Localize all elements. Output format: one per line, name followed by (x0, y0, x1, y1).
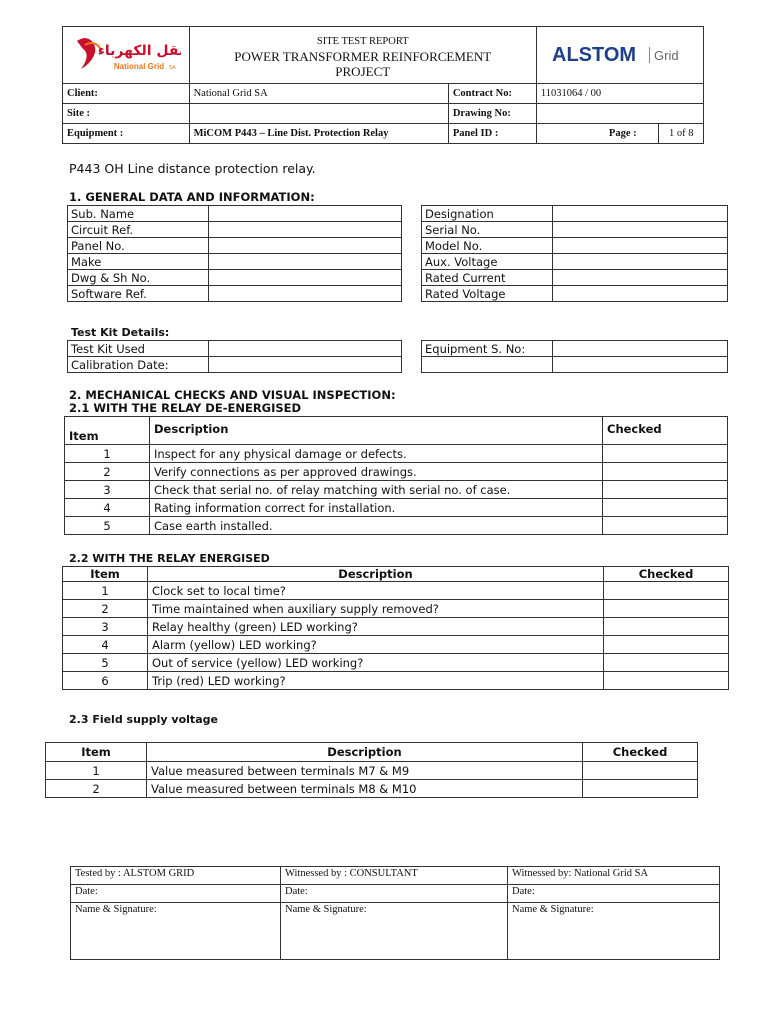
signoff-table (70, 866, 720, 960)
row-item: 5 (63, 654, 148, 672)
table-row (63, 636, 729, 654)
mech-heading: 2. MECHANICAL CHECKS AND VISUAL INSPECTION: (69, 388, 396, 402)
alstom-suffix-text: Grid (653, 47, 679, 63)
testkit-heading: Test Kit Details: (71, 326, 170, 339)
table-row (63, 618, 729, 636)
form-row (422, 357, 728, 373)
row-checked[interactable] (603, 517, 728, 535)
row-item: 5 (65, 517, 150, 535)
mech-subheading: 2.1 WITH THE RELAY DE-ENERGISED (69, 401, 302, 415)
page-value: 1 of 8 (659, 124, 704, 144)
field-value[interactable] (553, 222, 728, 238)
row-checked[interactable] (583, 762, 698, 780)
field-table (45, 742, 698, 798)
form-row (422, 341, 728, 357)
client-label: Client: (63, 84, 190, 104)
form-row (68, 222, 402, 238)
row-item: 1 (65, 445, 150, 463)
table-row (46, 762, 698, 780)
name-signature-field: Name & Signature: (71, 903, 281, 960)
field-label: Designation (422, 206, 553, 222)
field-value[interactable] (209, 206, 402, 222)
table-row (65, 517, 728, 535)
table-row (63, 600, 729, 618)
row-checked[interactable] (603, 463, 728, 481)
col-description: Description (150, 417, 603, 445)
row-checked[interactable] (604, 618, 729, 636)
row-checked[interactable] (583, 780, 698, 798)
row-description: Out of service (yellow) LED working? (148, 654, 604, 672)
field-label: Rated Current (422, 270, 553, 286)
alstom-logo-icon (550, 39, 690, 69)
field-label: Aux. Voltage (422, 254, 553, 270)
field-value[interactable] (553, 238, 728, 254)
tested-by: Tested by : ALSTOM GRID (71, 867, 281, 885)
table-row (65, 499, 728, 517)
field-value[interactable] (209, 254, 402, 270)
field-value[interactable] (209, 270, 402, 286)
field-value[interactable] (553, 254, 728, 270)
logo-suffix-text: SA (168, 64, 176, 71)
col-checked: Checked (604, 567, 729, 582)
field-value[interactable] (553, 341, 728, 357)
form-row (68, 206, 402, 222)
row-description: Trip (red) LED working? (148, 672, 604, 690)
field-value[interactable] (209, 341, 402, 357)
date-field: Date: (508, 885, 720, 903)
date-field: Date: (281, 885, 508, 903)
equipment-label: Equipment : (63, 124, 190, 144)
row-checked[interactable] (604, 672, 729, 690)
table-row (63, 582, 729, 600)
title-line-1: SITE TEST REPORT (316, 36, 409, 47)
field-label (422, 357, 553, 373)
row-checked[interactable] (603, 499, 728, 517)
field-value[interactable] (209, 357, 402, 373)
energised-heading: 2.2 WITH THE RELAY ENERGISED (69, 552, 270, 565)
row-item: 3 (65, 481, 150, 499)
national-grid-logo (63, 27, 190, 84)
form-row (422, 206, 728, 222)
row-description: Time maintained when auxiliary supply removed? (148, 600, 604, 618)
witnessed-by-consultant: Witnessed by : CONSULTANT (281, 867, 508, 885)
row-description: Inspect for any physical damage or defects. (150, 445, 603, 463)
equipment-value: MiCOM P443 – Line Dist. Protection Relay (189, 124, 448, 144)
site-value (189, 104, 448, 124)
form-row (68, 286, 402, 302)
row-description: Verify connections as per approved drawings. (150, 463, 603, 481)
col-checked: Checked (583, 743, 698, 762)
general-heading: 1. GENERAL DATA AND INFORMATION: (69, 190, 315, 204)
form-row (422, 254, 728, 270)
row-checked[interactable] (604, 582, 729, 600)
field-label: Dwg & Sh No. (68, 270, 209, 286)
table-row (65, 481, 728, 499)
row-description: Case earth installed. (150, 517, 603, 535)
field-label: Model No. (422, 238, 553, 254)
table-row (63, 672, 729, 690)
drawing-label: Drawing No: (448, 104, 536, 124)
field-value[interactable] (553, 286, 728, 302)
field-value[interactable] (209, 222, 402, 238)
page-label: Page : (536, 124, 659, 144)
title-line-2: POWER TRANSFORMER REINFORCEMENT (234, 49, 492, 64)
site-label: Site : (63, 104, 190, 124)
report-title (189, 27, 536, 84)
contract-label: Contract No: (448, 84, 536, 104)
date-field: Date: (71, 885, 281, 903)
form-row (68, 270, 402, 286)
general-right-table (421, 205, 728, 302)
row-item: 6 (63, 672, 148, 690)
title-line-3: PROJECT (335, 64, 391, 79)
field-label: Equipment S. No: (422, 341, 553, 357)
logo-latin-text: National Grid (113, 61, 164, 71)
row-checked[interactable] (603, 481, 728, 499)
report-header (62, 26, 704, 144)
form-row (68, 238, 402, 254)
form-row (68, 254, 402, 270)
client-value: National Grid SA (189, 84, 448, 104)
row-description: Rating information correct for installation. (150, 499, 603, 517)
form-row (422, 270, 728, 286)
field-value[interactable] (553, 206, 728, 222)
testkit-right-table (421, 340, 728, 373)
row-checked[interactable] (603, 445, 728, 463)
field-label: Panel No. (68, 238, 209, 254)
row-checked[interactable] (604, 600, 729, 618)
row-description: Check that serial no. of relay matching with serial no. of case. (150, 481, 603, 499)
row-description: Clock set to local time? (148, 582, 604, 600)
field-value[interactable] (209, 286, 402, 302)
field-value[interactable] (553, 357, 728, 373)
field-label: Rated Voltage (422, 286, 553, 302)
drawing-value (536, 104, 703, 124)
table-row (65, 445, 728, 463)
col-description: Description (147, 743, 583, 762)
col-item: Item (46, 743, 147, 762)
row-item: 2 (46, 780, 147, 798)
form-row (422, 222, 728, 238)
field-label: Sub. Name (68, 206, 209, 222)
field-value[interactable] (209, 238, 402, 254)
field-label: Serial No. (422, 222, 553, 238)
testkit-left-table (67, 340, 402, 373)
col-item: Item (63, 567, 148, 582)
general-left-table (67, 205, 402, 302)
row-checked[interactable] (604, 654, 729, 672)
row-description: Alarm (yellow) LED working? (148, 636, 604, 654)
col-checked: Checked (603, 417, 728, 445)
table-row (46, 780, 698, 798)
field-label: Test Kit Used (68, 341, 209, 357)
form-row (422, 286, 728, 302)
field-label: Circuit Ref. (68, 222, 209, 238)
field-value[interactable] (553, 270, 728, 286)
row-item: 4 (65, 499, 150, 517)
field-label: Software Ref. (68, 286, 209, 302)
alstom-brand-text: ALSTOM (551, 43, 637, 66)
row-item: 1 (46, 762, 147, 780)
row-description: Value measured between terminals M8 & M10 (147, 780, 583, 798)
row-checked[interactable] (604, 636, 729, 654)
form-row (68, 357, 402, 373)
row-item: 2 (63, 600, 148, 618)
contract-value: 11031064 / 00 (536, 84, 703, 104)
row-description: Value measured between terminals M7 & M9 (147, 762, 583, 780)
form-row (422, 238, 728, 254)
field-label: Make (68, 254, 209, 270)
col-description: Description (148, 567, 604, 582)
form-row (68, 341, 402, 357)
alstom-logo (536, 27, 703, 84)
logo-arabic-text: نقل الكهرباء (97, 42, 181, 59)
row-item: 1 (63, 582, 148, 600)
row-item: 3 (63, 618, 148, 636)
row-description: Relay healthy (green) LED working? (148, 618, 604, 636)
name-signature-field: Name & Signature: (281, 903, 508, 960)
witnessed-by-ngsa: Witnessed by: National Grid SA (508, 867, 720, 885)
table-row (65, 463, 728, 481)
col-item: Item (65, 417, 150, 445)
document-title: P443 OH Line distance protection relay. (69, 161, 316, 176)
deenergised-table (64, 416, 728, 535)
field-label: Calibration Date: (68, 357, 209, 373)
energised-table (62, 566, 729, 690)
table-row (63, 654, 729, 672)
panel-label: Panel ID : (448, 124, 536, 144)
row-item: 4 (63, 636, 148, 654)
row-item: 2 (65, 463, 150, 481)
name-signature-field: Name & Signature: (508, 903, 720, 960)
field-heading: 2.3 Field supply voltage (69, 713, 218, 726)
national-grid-logo-icon (71, 31, 181, 77)
